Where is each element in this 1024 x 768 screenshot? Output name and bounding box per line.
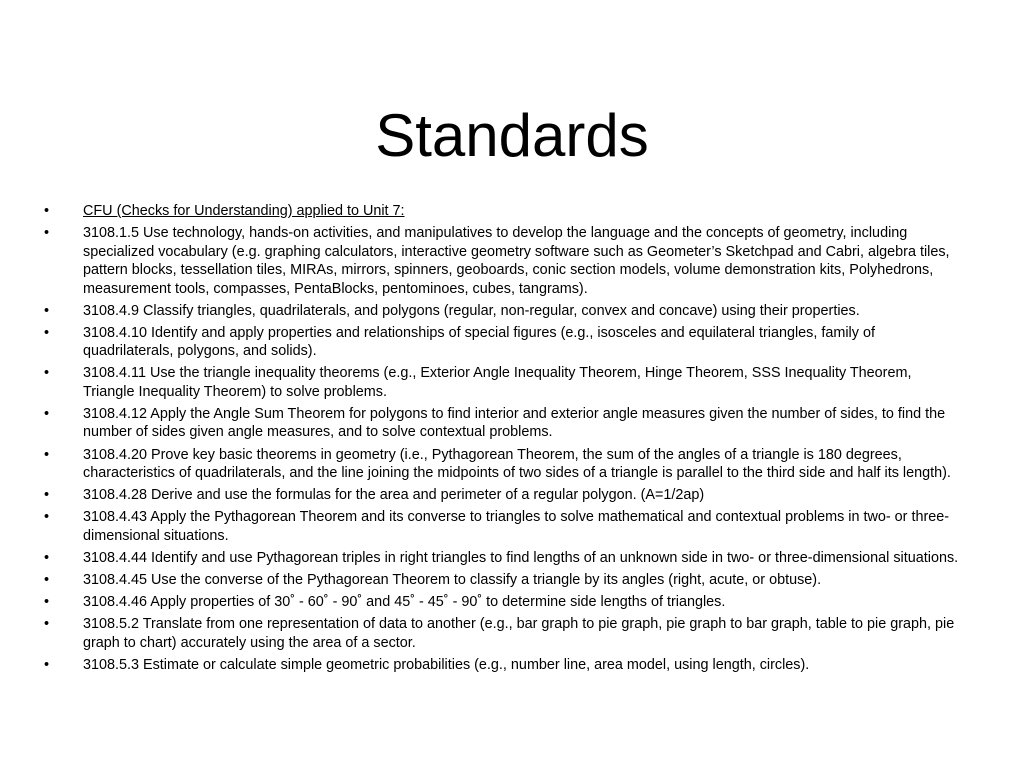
list-item: [40, 302, 966, 321]
list-item: [40, 202, 966, 221]
bullet-icon: •: [44, 616, 50, 633]
standards-list: [40, 202, 966, 678]
bullet-icon: •: [44, 203, 50, 219]
list-item: [40, 656, 966, 675]
standard-text: 3108.4.12 Apply the Angle Sum Theorem for polygons to find interior and exterior angle measures given the number of sides, to find the number of sides given angle measures, and to solve contextual problems.: [83, 405, 946, 441]
list-item: [40, 364, 966, 401]
standard-text: 3108.1.5 Use technology, hands-on activities, and manipulatives to develop the language and the concepts of geometry, including specialized vocabulary (e.g. graphing calculators, interactive geometry software such as Geometer’s Sketchpad and Cabri, algebra tiles, pattern blocks, tessellation tiles, MIRAs, mirrors, spinners, geoboards, conic section models, volume demonstration kits, Polyhedrons, measurement tools, compasses, PentaBlocks, pentominoes, cubes, tangrams).: [83, 225, 950, 297]
standard-text: 3108.4.11 Use the triangle inequality theorems (e.g., Exterior Angle Inequality Theorem, Hinge Theorem, SSS Inequality Theorem, Triangle Inequality Theorem) to solve problems.: [83, 365, 912, 400]
list-item: [40, 224, 966, 298]
bullet-icon: •: [44, 302, 50, 319]
list-item: [40, 324, 966, 361]
list-item: [40, 405, 966, 442]
list-item: [40, 615, 966, 652]
list-item: [40, 571, 966, 590]
bullet-icon: •: [44, 365, 50, 382]
cfu-link[interactable]: CFU (Checks for Understanding) applied to Unit 7:: [83, 203, 405, 219]
bullet-icon: •: [44, 549, 50, 566]
bullet-icon: •: [44, 487, 50, 504]
standard-text: 3108.5.3 Estimate or calculate simple geometric probabilities (e.g., number line, area model, using length, circles).: [83, 656, 810, 673]
bullet-icon: •: [44, 571, 50, 588]
standard-text: 3108.4.43 Apply the Pythagorean Theorem and its converse to triangles to solve mathematical and contextual problems in two- or three-dimensional situations.: [83, 509, 950, 544]
bullet-icon: •: [44, 594, 50, 611]
slide-title: Standards: [375, 102, 649, 169]
bullet-icon: •: [44, 324, 50, 341]
bullet-icon: •: [44, 509, 50, 526]
bullet-icon: •: [44, 405, 50, 422]
bullet-icon: •: [44, 656, 50, 673]
list-item: [40, 446, 966, 483]
list-item: [40, 593, 966, 612]
bullet-icon: •: [44, 446, 50, 463]
list-item: [40, 486, 966, 505]
bullet-icon: •: [44, 225, 50, 242]
standard-text: 3108.4.44 Identify and use Pythagorean triples in right triangles to find lengths of an unknown side in two- or three-dimensional situations.: [83, 549, 959, 566]
standard-text: 3108.4.9 Classify triangles, quadrilaterals, and polygons (regular, non-regular, convex and concave) using their properties.: [83, 302, 860, 319]
list-item: [40, 508, 966, 545]
standard-text: 3108.4.46 Apply properties of 30˚ - 60˚ - 90˚ and 45˚ - 45˚ - 90˚ to determine side lengths of triangles.: [83, 594, 726, 611]
standard-text: 3108.4.45 Use the converse of the Pythagorean Theorem to classify a triangle by its angles (right, acute, or obtuse).: [83, 571, 822, 588]
list-item: [40, 549, 966, 568]
standard-text: 3108.4.20 Prove key basic theorems in geometry (i.e., Pythagorean Theorem, the sum of the angles of a triangle is 180 degrees, characteristics of quadrilaterals, and the line joining the midpoints of two sides of a triangle is parallel to the third side and half its length).: [83, 446, 951, 482]
standard-text: 3108.5.2 Translate from one representation of data to another (e.g., bar graph to pie graph, pie graph to bar graph, table to pie graph, pie graph to chart) accurately using the area of a sector.: [83, 616, 955, 651]
standard-text: 3108.4.10 Identify and apply properties and relationships of special figures (e.g., isosceles and equilateral triangles, family of quadrilaterals, polygons, and solids).: [83, 324, 875, 360]
standard-text: 3108.4.28 Derive and use the formulas for the area and perimeter of a regular polygon. (A=1/2ap): [83, 487, 705, 504]
